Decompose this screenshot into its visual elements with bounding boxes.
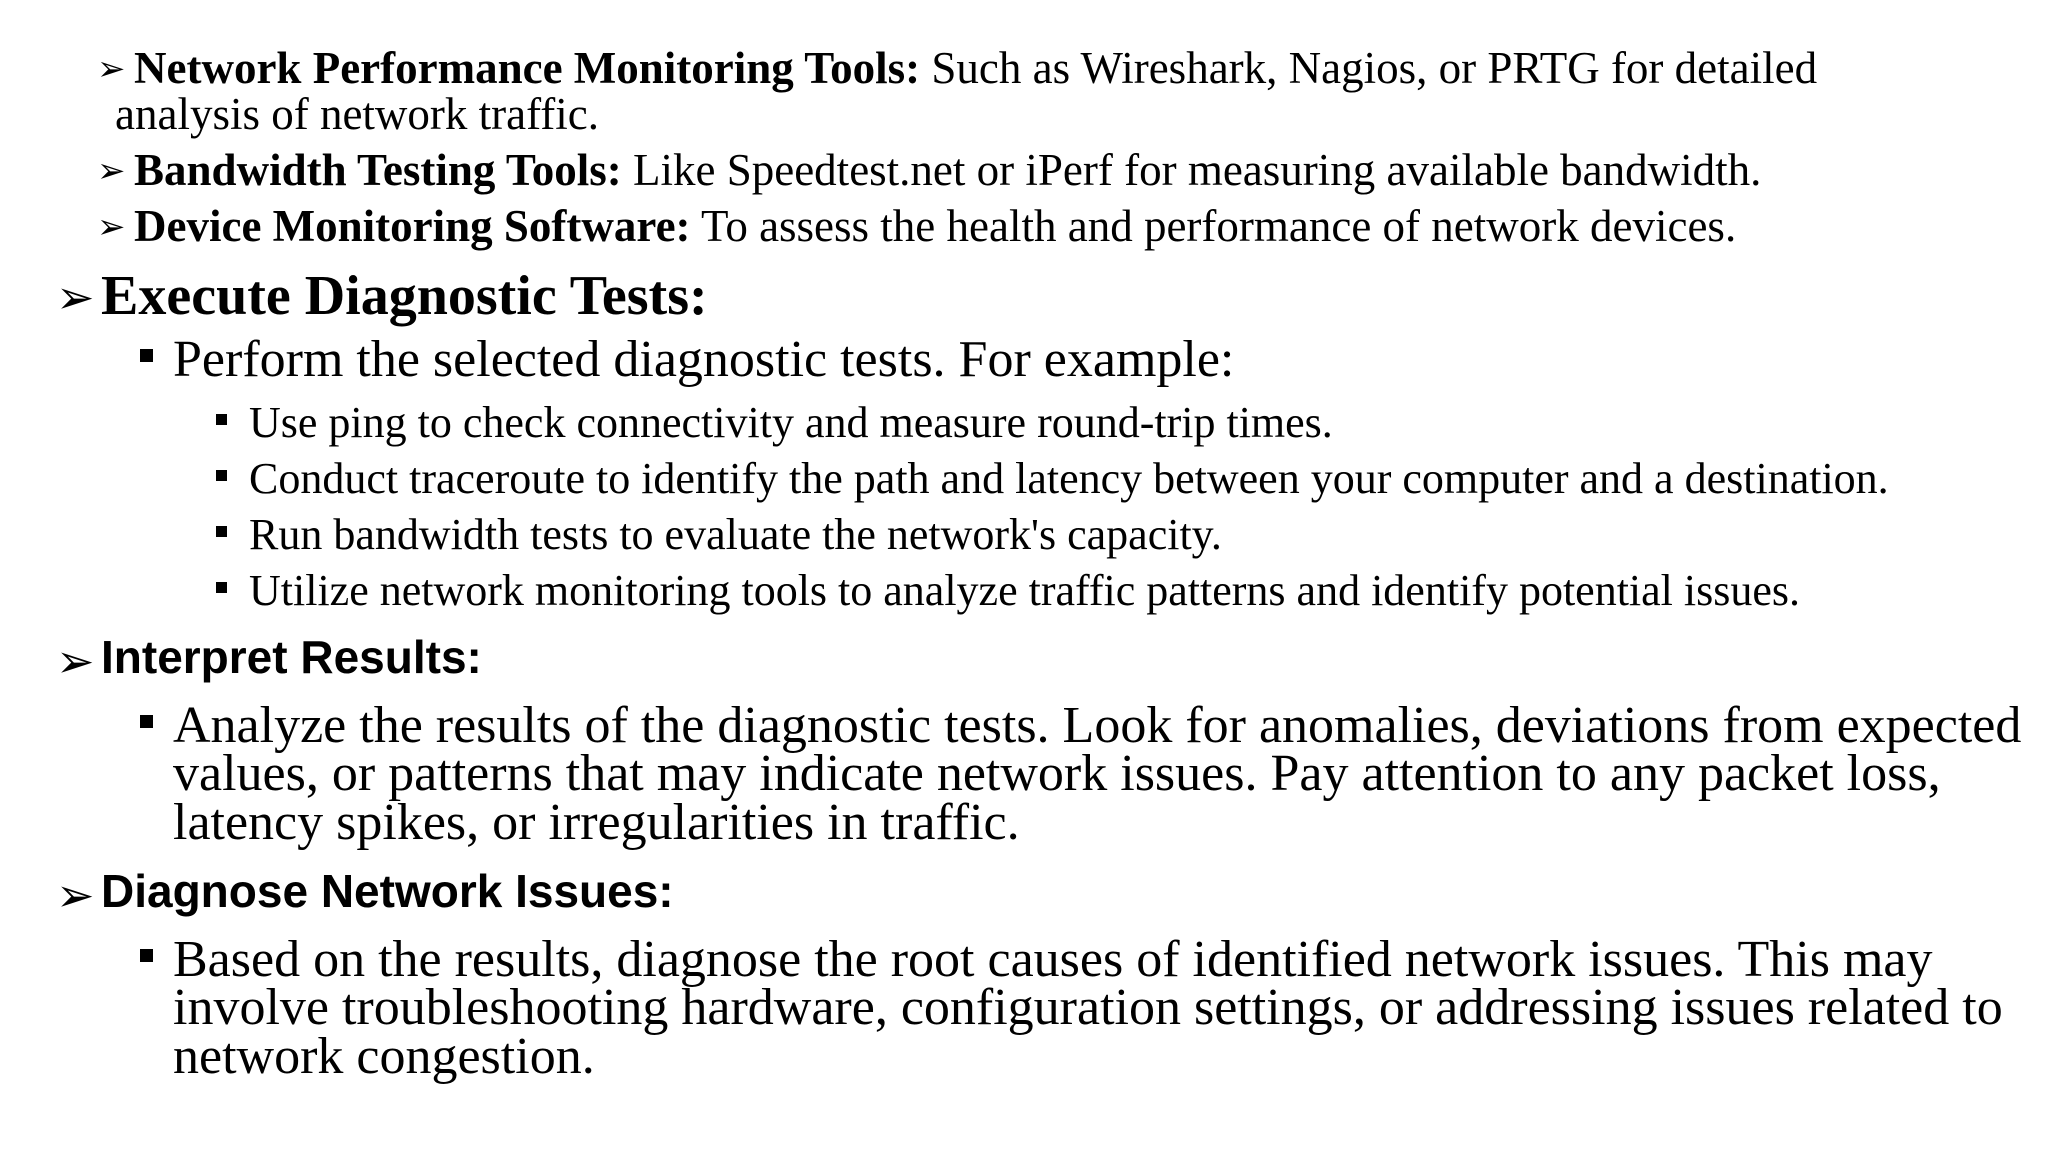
square-bullet-icon (216, 470, 227, 481)
arrow-bullet-icon: ➢ (56, 634, 95, 688)
square-bullet-icon (216, 414, 227, 425)
diagnose-text-line: involve troubleshooting hardware, configuration settings, or addressing issues related to (173, 979, 2003, 1036)
tool-term: Bandwidth Testing Tools: (134, 145, 622, 195)
tool-desc: Such as Wireshark, Nagios, or PRTG for detailed (920, 43, 1818, 93)
section-heading-execute: Execute Diagnostic Tests: (101, 265, 708, 327)
square-bullet-icon (140, 349, 153, 362)
tool-item-bandwidth-testing (134, 145, 1762, 195)
tool-desc: To assess the health and performance of network devices. (690, 201, 1737, 251)
arrow-bullet-icon: ➢ (97, 207, 126, 247)
diagnose-text-line: Based on the results, diagnose the root causes of identified network issues. This may (173, 931, 1933, 988)
tool-desc-continuation: analysis of network traffic. (115, 89, 600, 139)
diagnose-text-line: network congestion. (173, 1028, 595, 1085)
execute-intro: Perform the selected diagnostic tests. For example: (173, 331, 1235, 388)
square-bullet-icon (140, 949, 153, 962)
arrow-bullet-icon: ➢ (56, 270, 95, 324)
interpret-text-line: Analyze the results of the diagnostic tests. Look for anomalies, deviations from expected (173, 697, 2022, 754)
square-bullet-icon (216, 526, 227, 537)
tool-term: Network Performance Monitoring Tools: (134, 43, 921, 93)
section-heading-interpret: Interpret Results: (101, 631, 482, 683)
arrow-bullet-icon: ➢ (97, 49, 126, 89)
execute-item: Utilize network monitoring tools to analyze traffic patterns and identify potential issues. (249, 566, 1801, 615)
section-heading-diagnose: Diagnose Network Issues: (101, 865, 674, 917)
interpret-text-line: values, or patterns that may indicate network issues. Pay attention to any packet loss, (173, 745, 1941, 802)
square-bullet-icon (216, 582, 227, 593)
execute-item: Run bandwidth tests to evaluate the network's capacity. (249, 510, 1222, 559)
tool-term: Device Monitoring Software: (134, 201, 691, 251)
interpret-text-line: latency spikes, or irregularities in traffic. (173, 794, 1020, 851)
execute-item: Use ping to check connectivity and measure round-trip times. (249, 398, 1333, 447)
tool-item-network-monitoring (134, 43, 1818, 93)
tool-desc: Like Speedtest.net or iPerf for measuring available bandwidth. (621, 145, 1762, 195)
arrow-bullet-icon: ➢ (97, 151, 126, 191)
tool-item-device-monitoring (134, 201, 1737, 251)
square-bullet-icon (140, 715, 153, 728)
arrow-bullet-icon: ➢ (56, 868, 95, 922)
execute-item: Conduct traceroute to identify the path and latency between your computer and a destination. (249, 454, 1889, 503)
